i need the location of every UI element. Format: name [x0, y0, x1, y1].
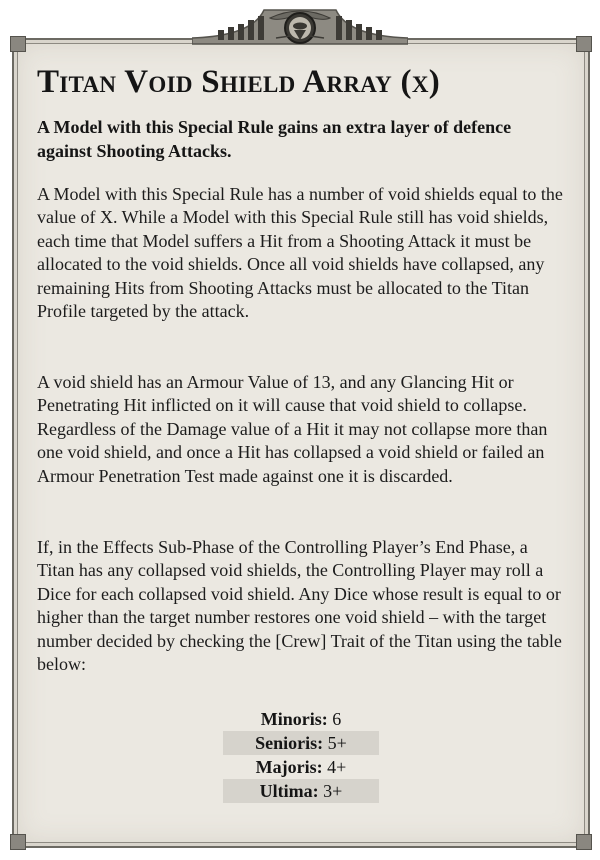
frame-corner-ornament: [10, 36, 26, 52]
frame-corner-ornament: [576, 834, 592, 850]
crew-value: 5+: [327, 733, 347, 753]
table-row: [223, 707, 379, 731]
winged-skull-crest-icon: [192, 0, 408, 48]
frame-corner-ornament: [576, 36, 592, 52]
table-row: [223, 779, 379, 803]
rule-paragraph: A Model with this Special Rule has a number of void shields equal to the value of X. While a Model with this Special Rule still has void shields, each time that Model suffers a Hit from a Shooting Attack it must be allocated to the void shields. Once all void shields have collapsed, any remaining Hits from Shooting Attacks must be allocated to the Titan Profile targeted by the attack.: [37, 184, 563, 322]
frame-corner-ornament: [10, 834, 26, 850]
rule-paragraph: A void shield has an Armour Value of 13, and any Glancing Hit or Penetrating Hit inflicted on it will cause that void shield to collapse. Regardless of the Damage value of a Hit it may not collapse more than one void shield, and once a Hit has collapsed a void shield or failed an Armour Penetration Test made against one it is discarded.: [37, 372, 548, 486]
crew-label: Senioris:: [255, 733, 324, 753]
crew-value: 3+: [323, 781, 343, 801]
crew-value: 6: [332, 709, 342, 729]
rule-title: Titan Void Shield Array (x): [37, 64, 441, 100]
table-row: [223, 731, 379, 755]
crew-label: Majoris:: [255, 757, 323, 777]
crew-label: Minoris:: [260, 709, 328, 729]
table-row: [223, 755, 379, 779]
rule-summary: A Model with this Special Rule gains an extra layer of defence against Shooting Attacks.: [37, 117, 512, 161]
crew-label: Ultima:: [259, 781, 319, 801]
crew-value: 4+: [327, 757, 347, 777]
rule-paragraph: If, in the Effects Sub-Phase of the Controlling Player’s End Phase, a Titan has any collapsed void shields, the Controlling Player may roll a Dice for each collapsed void shield. Any Dice whose result is equal to or higher than the target number restores one void shield – with the target number decided by checking the [Crew] Trait of the Titan using the table below:: [37, 537, 562, 675]
crew-trait-table: [223, 707, 379, 803]
